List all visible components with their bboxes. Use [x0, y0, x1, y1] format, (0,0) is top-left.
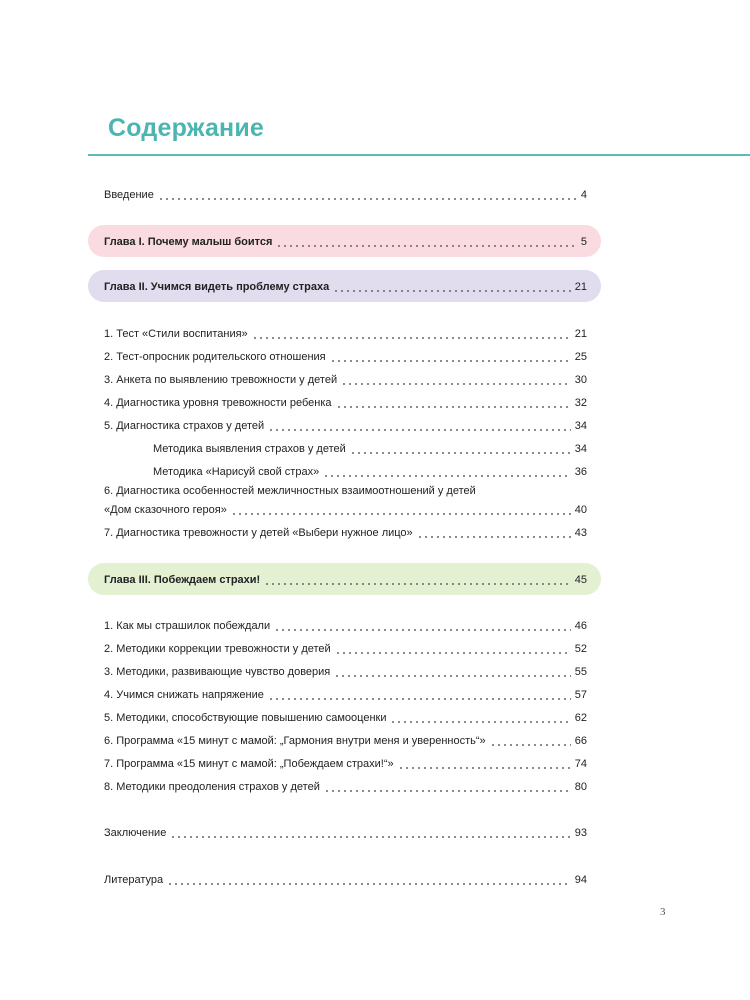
- toc-entry-chapter-3[interactable]: [104, 569, 587, 587]
- toc-entry-title: «Дом сказочного героя»: [104, 504, 227, 516]
- toc-entry-page: 66: [574, 735, 587, 747]
- toc-entry[interactable]: [104, 346, 587, 364]
- toc-entry[interactable]: [104, 522, 587, 540]
- title-underline: [88, 154, 750, 156]
- toc-entry-page: 4: [580, 189, 587, 201]
- toc-entry[interactable]: [104, 753, 587, 771]
- toc-entry-title: Методика выявления страхов у детей: [153, 443, 346, 455]
- toc-entry[interactable]: [104, 369, 587, 387]
- leader-dots: [341, 373, 571, 387]
- leader-dots: [417, 526, 571, 540]
- toc-entry-title: 2. Тест-опросник родительского отношения: [104, 351, 326, 363]
- toc-entry-chapter-1[interactable]: [104, 231, 587, 249]
- toc-entry-title: Глава I. Почему малыш боится: [104, 236, 273, 248]
- toc-entry-title: 5. Методики, способствующие повышению самооценки: [104, 712, 387, 724]
- toc-entry-title: 1. Как мы страшилок побеждали: [104, 620, 271, 632]
- page-title: Содержание: [108, 114, 265, 142]
- toc-entry-page: 30: [574, 374, 587, 386]
- toc-entry[interactable]: [104, 323, 587, 341]
- toc-entry[interactable]: [104, 499, 587, 517]
- toc-entry[interactable]: [104, 707, 587, 725]
- toc-entry-page: 45: [574, 574, 587, 586]
- toc-entry-intro[interactable]: [104, 184, 587, 202]
- toc-entry-title: 3. Анкета по выявлению тревожности у детей: [104, 374, 338, 386]
- chapter-2-band: [88, 270, 601, 302]
- toc-entry-page: 34: [574, 420, 587, 432]
- toc-entry-page: 80: [574, 781, 587, 793]
- leader-dots: [330, 350, 571, 364]
- toc-entry-page: 25: [574, 351, 587, 363]
- toc-entry[interactable]: [104, 415, 587, 433]
- toc-entry-title: 2. Методики коррекции тревожности у детей: [104, 643, 331, 655]
- page-number: 3: [660, 906, 666, 918]
- toc-entry-title: 7. Программа «15 минут с мамой: „Побеждаем страхи!“»: [104, 758, 394, 770]
- toc-entry[interactable]: [104, 638, 587, 656]
- chapter-1-band: [88, 225, 601, 257]
- leader-dots: [398, 757, 571, 771]
- toc-entry-page: 21: [574, 328, 587, 340]
- toc-entry[interactable]: [104, 730, 587, 748]
- toc-entry-page: 52: [574, 643, 587, 655]
- toc-entry-page: 40: [574, 504, 587, 516]
- toc-entry-page: 21: [574, 281, 587, 293]
- leader-dots: [490, 734, 571, 748]
- toc-entry-page: 34: [574, 443, 587, 455]
- toc-subentry[interactable]: [153, 461, 587, 479]
- leader-dots: [268, 419, 571, 433]
- toc-entry-title: Методика «Нарисуй свой страх»: [153, 466, 320, 478]
- toc-entry[interactable]: [104, 684, 587, 702]
- leader-dots: [323, 465, 571, 479]
- toc-entry-title: Введение: [104, 189, 154, 201]
- leader-dots: [336, 396, 571, 410]
- toc-entry-title: 7. Диагностика тревожности у детей «Выбери нужное лицо»: [104, 527, 413, 539]
- toc-entry-page: 55: [574, 666, 587, 678]
- toc-entry-title: Литература: [104, 874, 164, 886]
- toc-entry-conclusion[interactable]: [104, 822, 587, 840]
- toc-entry[interactable]: [104, 776, 587, 794]
- leader-dots: [390, 711, 570, 725]
- toc-entry-title: 6. Программа «15 минут с мамой: „Гармония внутри меня и уверенность“»: [104, 735, 486, 747]
- toc-entry-title: Глава III. Побеждаем страхи!: [104, 574, 261, 586]
- toc-entry[interactable]: [104, 392, 587, 410]
- toc-entry-title: 5. Диагностика страхов у детей: [104, 420, 265, 432]
- leader-dots: [268, 688, 571, 702]
- toc-entry-title: Глава II. Учимся видеть проблему страха: [104, 281, 330, 293]
- toc-entry-page: 74: [574, 758, 587, 770]
- toc-entry-page: 36: [574, 466, 587, 478]
- leader-dots: [252, 327, 571, 341]
- toc-entry[interactable]: [104, 615, 587, 633]
- toc-entry-title: 8. Методики преодоления страхов у детей: [104, 781, 320, 793]
- leader-dots: [170, 826, 570, 840]
- chapter-3-band: [88, 563, 601, 595]
- toc-entry-title: 3. Методики, развивающие чувство доверия: [104, 666, 331, 678]
- toc-entry-page: 93: [574, 827, 587, 839]
- leader-dots: [167, 873, 571, 887]
- toc-entry-title: 4. Диагностика уровня тревожности ребенка: [104, 397, 332, 409]
- toc-entry-literature[interactable]: [104, 869, 587, 887]
- leader-dots: [158, 188, 577, 202]
- leader-dots: [231, 503, 571, 517]
- leader-dots: [335, 642, 571, 656]
- leader-dots: [333, 280, 571, 294]
- toc-entry-page: 94: [574, 874, 587, 886]
- leader-dots: [264, 573, 571, 587]
- toc-entry-title: 4. Учимся снижать напряжение: [104, 689, 264, 701]
- toc-entry-page: 32: [574, 397, 587, 409]
- leader-dots: [276, 235, 576, 249]
- toc-entry[interactable]: [104, 661, 587, 679]
- toc-entry-page: 5: [580, 236, 587, 248]
- leader-dots: [324, 780, 571, 794]
- toc-entry-title: Заключение: [104, 827, 167, 839]
- toc-entry-page: 43: [574, 527, 587, 539]
- toc-subentry[interactable]: [153, 438, 587, 456]
- leader-dots: [274, 619, 571, 633]
- toc-entry-title-line1[interactable]: 6. Диагностика особенностей межличностных взаимоотношений у детей: [104, 485, 476, 497]
- toc-entry-page: 46: [574, 620, 587, 632]
- toc-entry-page: 62: [574, 712, 587, 724]
- toc-entry-chapter-2[interactable]: [104, 276, 587, 294]
- leader-dots: [334, 665, 570, 679]
- toc-entry-title: 1. Тест «Стили воспитания»: [104, 328, 248, 340]
- toc-entry-page: 57: [574, 689, 587, 701]
- leader-dots: [350, 442, 571, 456]
